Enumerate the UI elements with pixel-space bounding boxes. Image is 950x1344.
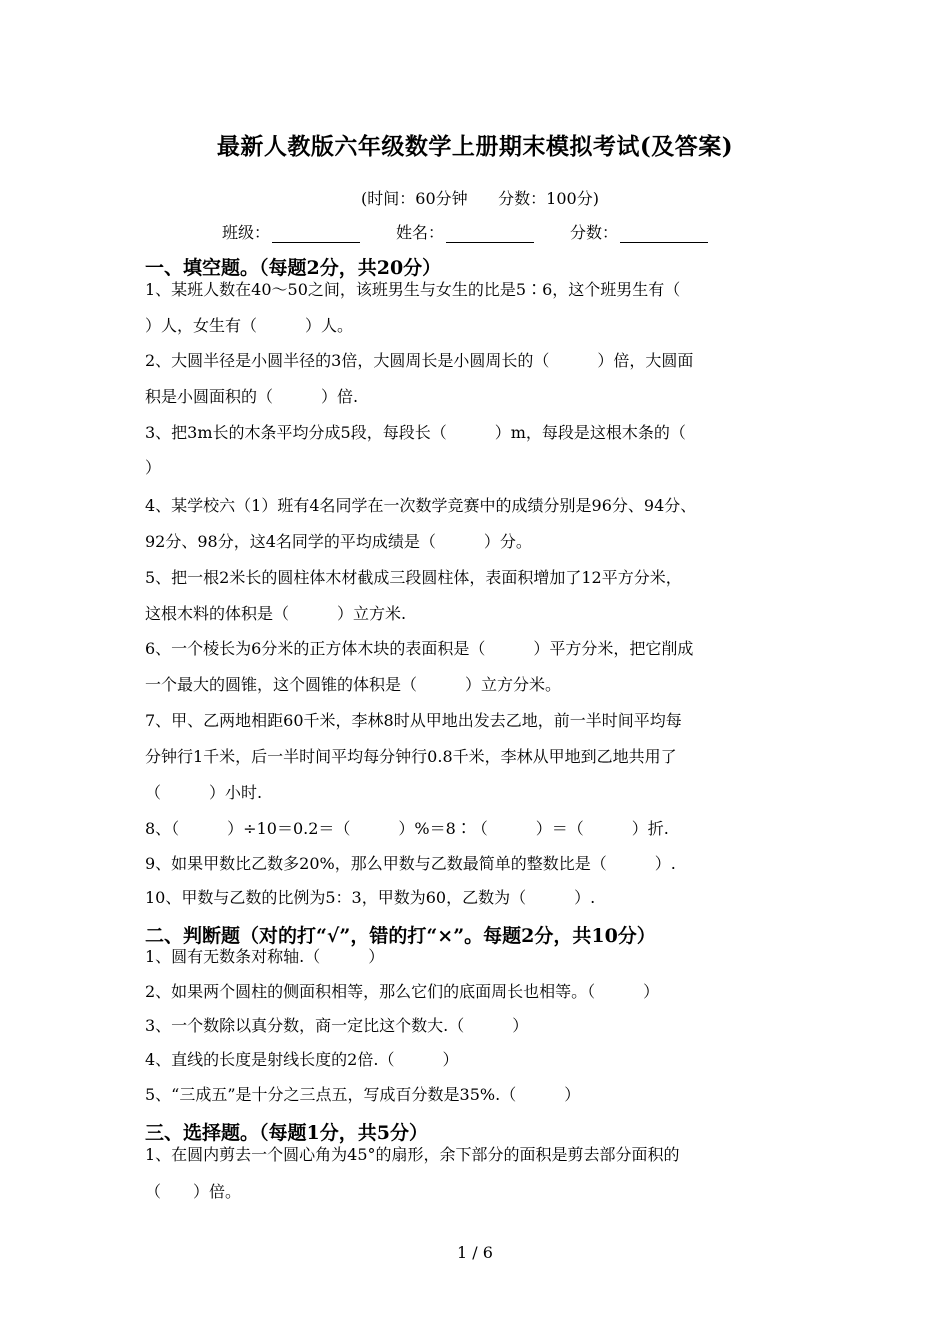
section-3-title: 三、选择题。（每题1分，共5分） [145,1122,428,1144]
exam-info [0,186,950,209]
name-field [396,220,534,243]
question-line: 3、一个数除以真分数，商一定比这个数大.（ ） [145,1016,529,1035]
question-line: 积是小圆面积的（ ）倍. [145,387,359,406]
question-line: （ ）小时. [145,783,263,802]
question-line: 7、甲、乙两地相距60千米，李林8时从甲地出发去乙地，前一半时间平均每 [145,711,682,730]
question-line: 3、把3m长的木条平均分成5段，每段长（ ）m，每段是这根木条的（ [145,423,686,442]
question-line: 1、某班人数在40～50之间，该班男生与女生的比是5∶6，这个班男生有（ [145,280,681,299]
question-line: 这根木料的体积是（ ）立方米. [145,604,407,623]
question-line: ）人，女生有（ ）人。 [145,316,354,335]
question-line: 9、如果甲数比乙数多20%，那么甲数与乙数最简单的整数比是（ ）. [145,854,676,873]
page-title: 最新人教版六年级数学上册期末模拟考试(及答案) [216,133,734,160]
question-line: 2、如果两个圆柱的侧面积相等，那么它们的底面周长也相等。（ ） [145,982,660,1001]
section-1-title: 一、填空题。（每题2分，共20分） [145,257,442,279]
question-line: 1、在圆内剪去一个圆心角为45°的扇形，余下部分的面积是剪去部分面积的 [145,1145,680,1164]
question-line: （ ）倍。 [145,1182,242,1201]
class-label: 班级： [222,223,271,242]
question-line: 5、把一根2米长的圆柱体木材截成三段圆柱体，表面积增加了12平方分米， [145,568,682,587]
score-field [570,220,708,243]
score-label: 分数： [570,223,619,242]
name-blank[interactable] [446,224,534,243]
question-line: 1、圆有无数条对称轴.（ ） [145,947,385,966]
question-line: 4、直线的长度是射线长度的2倍.（ ） [145,1050,459,1069]
question-line: 4、某学校六（1）班有4名同学在一次数学竞赛中的成绩分别是96分、94分、 [145,496,697,515]
class-field [222,220,360,243]
page-number: 1 / 6 [457,1243,493,1262]
section-2-title: 二、判断题（对的打“√”，错的打“×”。每题2分，共10分） [145,925,656,947]
name-label: 姓名： [396,223,445,242]
question-line: 分钟行1千米，后一半时间平均每分钟行0.8千米，李林从甲地到乙地共用了 [145,747,677,766]
question-line: 10、甲数与乙数的比例为5：3，甲数为60，乙数为（ ）. [145,888,596,907]
question-line: 6、一个棱长为6分米的正方体木块的表面积是（ ）平方分米，把它削成 [145,639,694,658]
question-line: ） [145,458,162,477]
question-line: 2、大圆半径是小圆半径的3倍，大圆周长是小圆周长的（ ）倍，大圆面 [145,351,694,370]
student-info-fields [222,220,744,243]
exam-total-score: 分数：100分) [498,189,599,208]
score-blank[interactable] [620,224,708,243]
question-line: 5、“三成五”是十分之三点五，写成百分数是35%.（ ） [145,1085,581,1104]
question-line: 92分、98分，这4名同学的平均成绩是（ ）分。 [145,532,532,551]
question-line: 一个最大的圆锥，这个圆锥的体积是（ ）立方分米。 [145,675,562,694]
class-blank[interactable] [272,224,360,243]
exam-time: (时间：60分钟 [361,189,468,208]
question-line: 8、（ ）÷10＝0.2＝（ ）%＝8∶（ ）＝（ ）折. [145,819,669,838]
